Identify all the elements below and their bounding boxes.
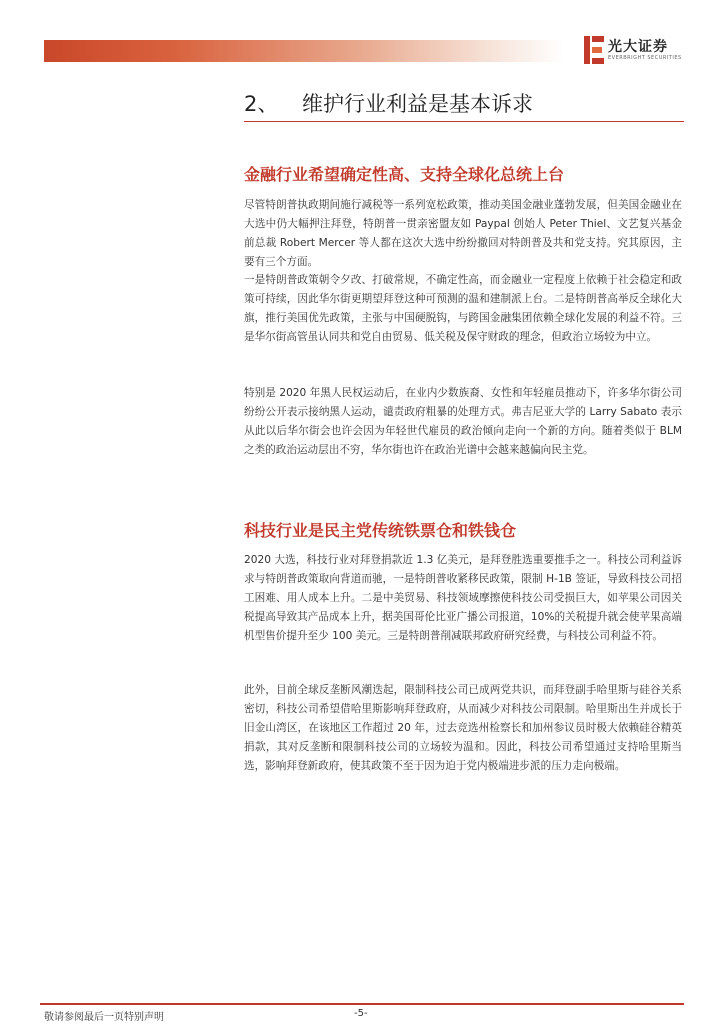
finance-paragraph-2: 一是特朗普政策朝令夕改、打破常规，不确定性高，而金融业一定程度上依赖于社会稳定和政策可持续，因此华尔街更期望拜登这种可预测的温和建制派上台。二是特朗普高举反全球化大旗，推行美国优先政策，主张与中国硬脱钩，与跨国金融集团依赖全球化发展的利益不符。三是华尔街高管虽认同共和党自由贸易、低关税及保守财政的理念，但政治立场较为中立。 [244,274,682,343]
finance-paragraph-3: 特别是 2020 年黑人民权运动后，在业内少数族裔、女性和年轻雇员推动下，许多华尔街公司纷纷公开表示接纳黑人运动，谴责政府粗暴的处理方式。弗吉尼亚大学的 Larry Sabato 表示从此以后华尔街会也许会因为年轻世代雇员的政治倾向走向一个新的方向。随着类似于 BLM 之类的政治运动层出不穷，华尔街也许在政治光谱中会越来越偏向民主党。 [244,387,682,456]
finance-paragraph-1: 尽管特朗普执政期间施行减税等一系列宽松政策，推动美国金融业蓬勃发展，但美国金融业在大选中仍大幅押注拜登，特朗普一贯亲密盟友如 Paypal 创始人 Peter Thiel、文艺复兴基金前总裁 Robert Mercer 等人都在这次大选中纷纷撤回对特朗普及共和党支持。究其原因，主要有三个方面。 [244,199,682,268]
section-divider [244,121,684,122]
section-title-text: 维护行业利益是基本诉求 [302,92,533,116]
company-logo [584,34,694,68]
tech-paragraph-2: 此外，目前全球反垄断风潮迭起，限制科技公司已成两党共识，而拜登副手哈里斯与硅谷关系密切，科技公司希望借哈里斯影响拜登政府，从而减少对科技公司限制。哈里斯出生并成长于旧金山湾区，在该地区工作超过 20 年，过去竞选州检察长和加州参议员时极大依赖硅谷精英捐款，其对反垄断和限制科技公司的立场较为温和。因此，科技公司希望通过支持哈里斯当选，影响拜登新政府，使其政策不至于因为迫于党内极端进步派的压力走向极端。 [244,684,682,772]
header-color-bar [44,40,564,62]
subsection-title-tech: 科技行业是民主党传统铁票仓和铁钱仓 [244,521,517,540]
footer-divider [40,1003,684,1005]
page-number: -5- [354,1008,368,1019]
section-number: 2、 [244,92,279,116]
subsection-title-finance: 金融行业希望确定性高、支持全球化总统上台 [244,165,565,184]
footer-disclaimer: 敬请参阅最后一页特别声明 [44,1012,164,1023]
tech-paragraph-1: 2020 大选，科技行业对拜登捐款近 1.3 亿美元，是拜登胜选重要推手之一。科技公司利益诉求与特朗普政策取向背道而驰，一是特朗普收紧移民政策，限制 H-1B 签证，导致科技公司招工困难、用人成本上升。二是中美贸易、科技领域摩擦使科技公司受损巨大，如苹果公司因关税提高导致其产品成本上升，据美国哥伦比亚广播公司报道，10%的关税提升就会使苹果高端机型售价提升至少 100 美元。三是特朗普削减联邦政府研究经费，与科技公司利益不符。 [244,554,682,642]
logo-chinese-name: 光大证券 [608,39,668,55]
section-title [244,88,533,118]
everbright-logo-icon [584,36,604,64]
logo-english-name: EVERBRIGHT SECURITIES [608,55,682,61]
